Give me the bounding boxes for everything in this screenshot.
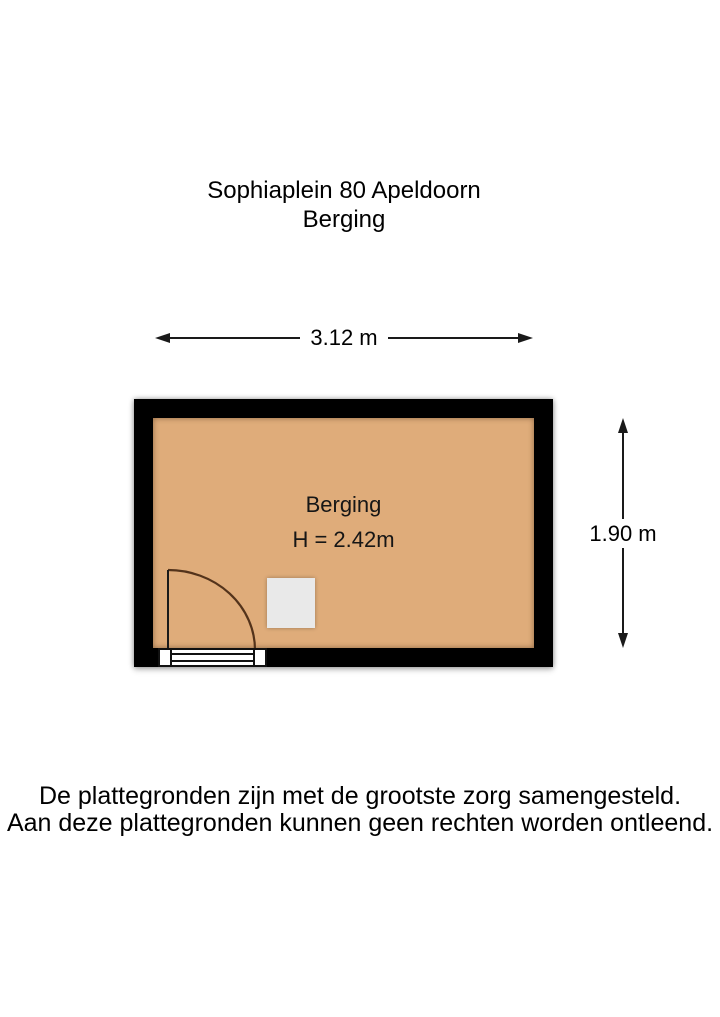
disclaimer (0, 783, 720, 837)
width-dimension (155, 327, 533, 349)
room-name-label: Berging (305, 492, 382, 517)
disclaimer-line-1: De plattegronden zijn met de grootste zorg samengesteld. (38, 782, 682, 810)
threshold-stripes (172, 650, 253, 665)
height-dimension-label: 1.90 m (589, 520, 657, 546)
arrow-up-icon (618, 418, 628, 433)
height-dimension (585, 418, 661, 648)
door-jamb-right (253, 650, 265, 665)
page-title (0, 176, 688, 234)
dimension-line-bottom (622, 548, 624, 634)
dimension-line-top (622, 433, 624, 519)
title-room-name: Berging (302, 206, 386, 233)
door-swing-icon (134, 399, 553, 667)
arrow-left-icon (155, 333, 170, 343)
title-address: Sophiaplein 80 Apeldoorn (207, 177, 481, 204)
floorplan (134, 399, 553, 667)
ceiling-height-label: H = 2.42m (292, 527, 395, 552)
arrow-down-icon (618, 633, 628, 648)
width-dimension-label: 3.12 m (310, 325, 378, 350)
fixture-square (267, 578, 315, 628)
dimension-line-left (170, 337, 300, 339)
door-threshold (158, 648, 267, 667)
arrow-right-icon (518, 333, 533, 343)
door-jamb-left (160, 650, 172, 665)
disclaimer-line-2: Aan deze plattegronden kunnen geen rechten worden ontleend. (6, 809, 714, 837)
dimension-line-right (388, 337, 518, 339)
